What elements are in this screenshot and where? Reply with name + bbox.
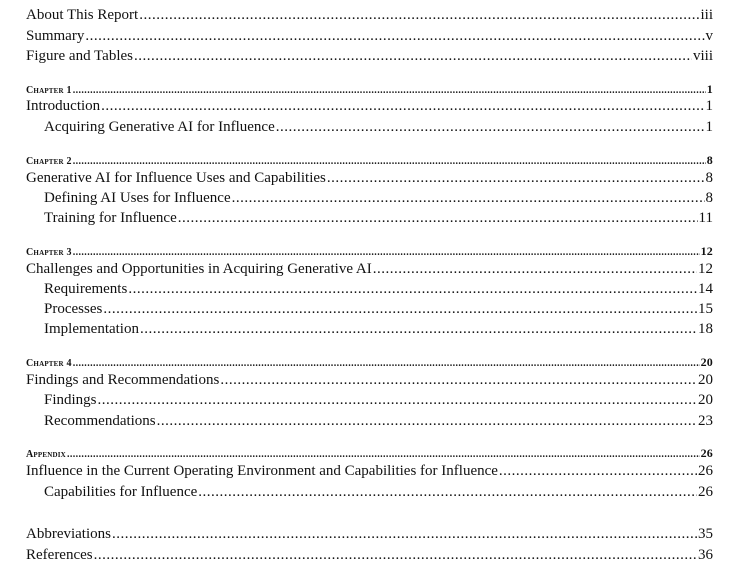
toc-chapter-1[interactable]: [0, 80, 736, 98]
toc-entry-challenges-and-opportunities[interactable]: [0, 260, 736, 278]
toc-entry-generative-ai-uses[interactable]: [0, 169, 736, 187]
toc-entry-introduction[interactable]: [0, 97, 736, 115]
chapter-heading: Chapter 4: [26, 358, 72, 369]
toc-entry-page: iii: [700, 7, 713, 23]
toc-entry-title: Figure and Tables: [26, 48, 133, 64]
dot-leader: [101, 97, 704, 115]
chapter-heading: Chapter 3: [26, 247, 72, 258]
toc-entry-page: viii: [692, 48, 713, 64]
dot-leader: [139, 6, 699, 24]
dot-leader: [134, 47, 692, 65]
toc-entry-title: References: [26, 547, 93, 563]
toc-entry-page: 1: [705, 98, 713, 114]
toc-entry-page: 26: [700, 446, 713, 460]
toc-subentry-findings[interactable]: [0, 391, 736, 409]
toc-chapter-2[interactable]: [0, 151, 736, 169]
toc-entry-title: Implementation: [44, 321, 139, 337]
toc-entry-summary[interactable]: [0, 27, 736, 45]
toc-subentry-implementation[interactable]: [0, 320, 736, 338]
toc-entry-page: 20: [698, 392, 713, 408]
toc-entry-page: v: [705, 28, 713, 44]
toc-entry-title: Abbreviations: [26, 526, 111, 542]
toc-subentry-acquiring-generative-ai[interactable]: [0, 118, 736, 136]
dot-leader: [85, 27, 704, 45]
dot-leader: [276, 118, 705, 136]
toc-entry-page: 26: [698, 484, 713, 500]
dot-leader: [140, 320, 697, 338]
toc-entry-title: Influence in the Current Operating Environment and Capabilities for Influence: [26, 463, 498, 479]
toc-entry-title: Generative AI for Influence Uses and Capabilities: [26, 170, 326, 186]
toc-entry-page: 23: [698, 413, 713, 429]
toc-entry-about-this-report[interactable]: [0, 6, 736, 24]
dot-leader: [112, 525, 697, 543]
toc-entry-page: 1: [706, 82, 713, 96]
toc-entry-title: Training for Influence: [44, 210, 177, 226]
toc-entry-title: Summary: [26, 28, 85, 44]
dot-leader: [232, 189, 705, 207]
dot-leader: [94, 546, 697, 564]
toc-entry-title: Introduction: [26, 98, 101, 114]
dot-leader: [178, 209, 698, 227]
toc-entry-title: Capabilities for Influence: [44, 484, 198, 500]
dot-leader: [373, 260, 697, 278]
toc-entry-page: 8: [705, 170, 713, 186]
toc-entry-page: 26: [698, 463, 713, 479]
toc-entry-page: 35: [698, 526, 713, 542]
dot-leader: [157, 412, 697, 430]
toc-entry-title: Recommendations: [44, 413, 156, 429]
toc-entry-abbreviations[interactable]: [0, 525, 736, 543]
dot-leader: [103, 300, 697, 318]
toc-entry-title: Acquiring Generative AI for Influence: [44, 119, 275, 135]
toc-entry-title: Findings and Recommendations: [26, 372, 220, 388]
toc-entry-page: 1: [705, 119, 713, 135]
dot-leader: [499, 462, 697, 480]
toc-entry-findings-and-recommendations[interactable]: [0, 371, 736, 389]
toc-entry-references[interactable]: [0, 546, 736, 564]
toc-entry-page: 15: [698, 301, 713, 317]
toc-appendix[interactable]: [0, 444, 736, 462]
chapter-heading: Chapter 1: [26, 85, 72, 96]
toc-entry-title: Processes: [44, 301, 103, 317]
toc-entry-page: 18: [698, 321, 713, 337]
dot-leader: [98, 391, 697, 409]
toc-subentry-capabilities-for-influence[interactable]: [0, 483, 736, 501]
toc-subentry-processes[interactable]: [0, 300, 736, 318]
toc-chapter-3[interactable]: [0, 242, 736, 260]
toc-entry-title: Challenges and Opportunities in Acquiring Generative AI: [26, 261, 372, 277]
chapter-heading: Chapter 2: [26, 156, 72, 167]
toc-subentry-training-for-influence[interactable]: [0, 209, 736, 227]
toc-entry-page: 8: [705, 190, 713, 206]
toc-entry-page: 14: [698, 281, 713, 297]
dot-leader: [327, 169, 705, 187]
toc-entry-influence-operating-environment[interactable]: [0, 462, 736, 480]
dot-leader: [220, 371, 697, 389]
toc-entry-figure-and-tables[interactable]: [0, 47, 736, 65]
toc-entry-title: Findings: [44, 392, 97, 408]
toc-entry-title: Requirements: [44, 281, 128, 297]
toc-subentry-requirements[interactable]: [0, 280, 736, 298]
toc-chapter-4[interactable]: [0, 353, 736, 371]
toc-subentry-recommendations[interactable]: [0, 412, 736, 430]
toc-entry-page: 12: [698, 261, 713, 277]
toc-entry-page: 8: [706, 153, 713, 167]
toc-entry-title: About This Report: [26, 7, 139, 23]
dot-leader: [128, 280, 697, 298]
toc-entry-page: 11: [698, 210, 713, 226]
chapter-heading: Appendix: [26, 449, 66, 460]
toc-entry-page: 36: [698, 547, 713, 563]
toc-entry-page: 20: [698, 372, 713, 388]
toc-subentry-defining-ai-uses[interactable]: [0, 189, 736, 207]
toc-entry-title: Defining AI Uses for Influence: [44, 190, 231, 206]
toc-entry-page: 20: [700, 355, 713, 369]
dot-leader: [198, 483, 697, 501]
toc-entry-page: 12: [700, 244, 713, 258]
